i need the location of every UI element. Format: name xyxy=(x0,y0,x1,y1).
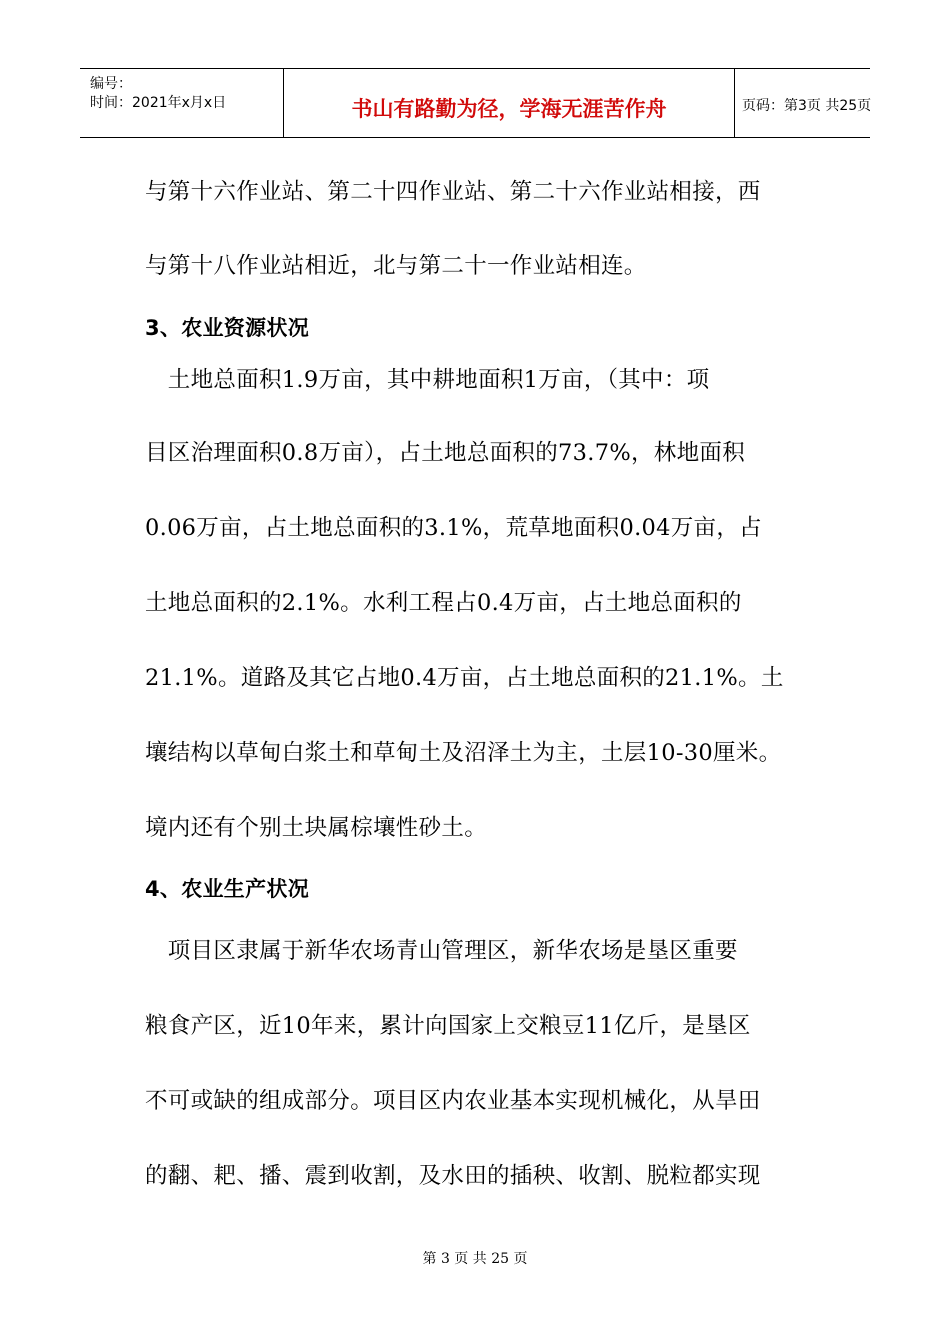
body-line: 与第十八作业站相近，北与第二十一作业站相连。 xyxy=(145,253,647,279)
header-middle-cell xyxy=(283,69,735,137)
document-date-label: 时间：2021年x月x日 xyxy=(90,95,227,111)
body-line: 不可或缺的组成部分。项目区内农业基本实现机械化，从旱田 xyxy=(145,1088,761,1114)
header-right-cell xyxy=(734,69,870,137)
body-line: 土地总面积的2.1%。水利工程占0.4万亩，占土地总面积的 xyxy=(145,590,742,616)
body-line: 项目区隶属于新华农场青山管理区，新华农场是垦区重要 xyxy=(145,938,738,964)
body-line: 粮食产区，近10年来，累计向国家上交粮豆11亿斤，是垦区 xyxy=(145,1013,751,1039)
body-line: 壤结构以草甸白浆土和草甸土及沼泽土为主，土层10-30厘米。 xyxy=(145,740,782,766)
document-number-label: 编号： xyxy=(90,76,132,92)
body-line: 土地总面积1.9万亩，其中耕地面积1万亩，（其中：项 xyxy=(145,367,710,393)
body-line: 境内还有个别土块属棕壤性砂土。 xyxy=(145,815,488,841)
page-footer: 第 3 页 共 25 页 xyxy=(422,1251,528,1267)
section-heading-agri-resources: 3、农业资源状况 xyxy=(145,316,310,340)
header-page-info: 页码：第3页 共25页 xyxy=(742,98,872,114)
body-line: 0.06万亩，占土地总面积的3.1%，荒草地面积0.04万亩，占 xyxy=(145,515,762,541)
page-header xyxy=(80,68,870,138)
header-motto: 书山有路勤为径，学海无涯苦作舟 xyxy=(351,97,667,121)
body-line: 与第十六作业站、第二十四作业站、第二十六作业站相接，西 xyxy=(145,179,761,205)
body-line: 目区治理面积0.8万亩），占土地总面积的73.7%，林地面积 xyxy=(145,440,746,466)
section-heading-agri-production: 4、农业生产状况 xyxy=(145,877,310,901)
body-line: 21.1%。道路及其它占地0.4万亩，占土地总面积的21.1%。土 xyxy=(145,665,784,691)
header-left-cell xyxy=(80,69,283,137)
body-line: 的翻、耙、播、震到收割，及水田的插秧、收割、脱粒都实现 xyxy=(145,1163,761,1189)
